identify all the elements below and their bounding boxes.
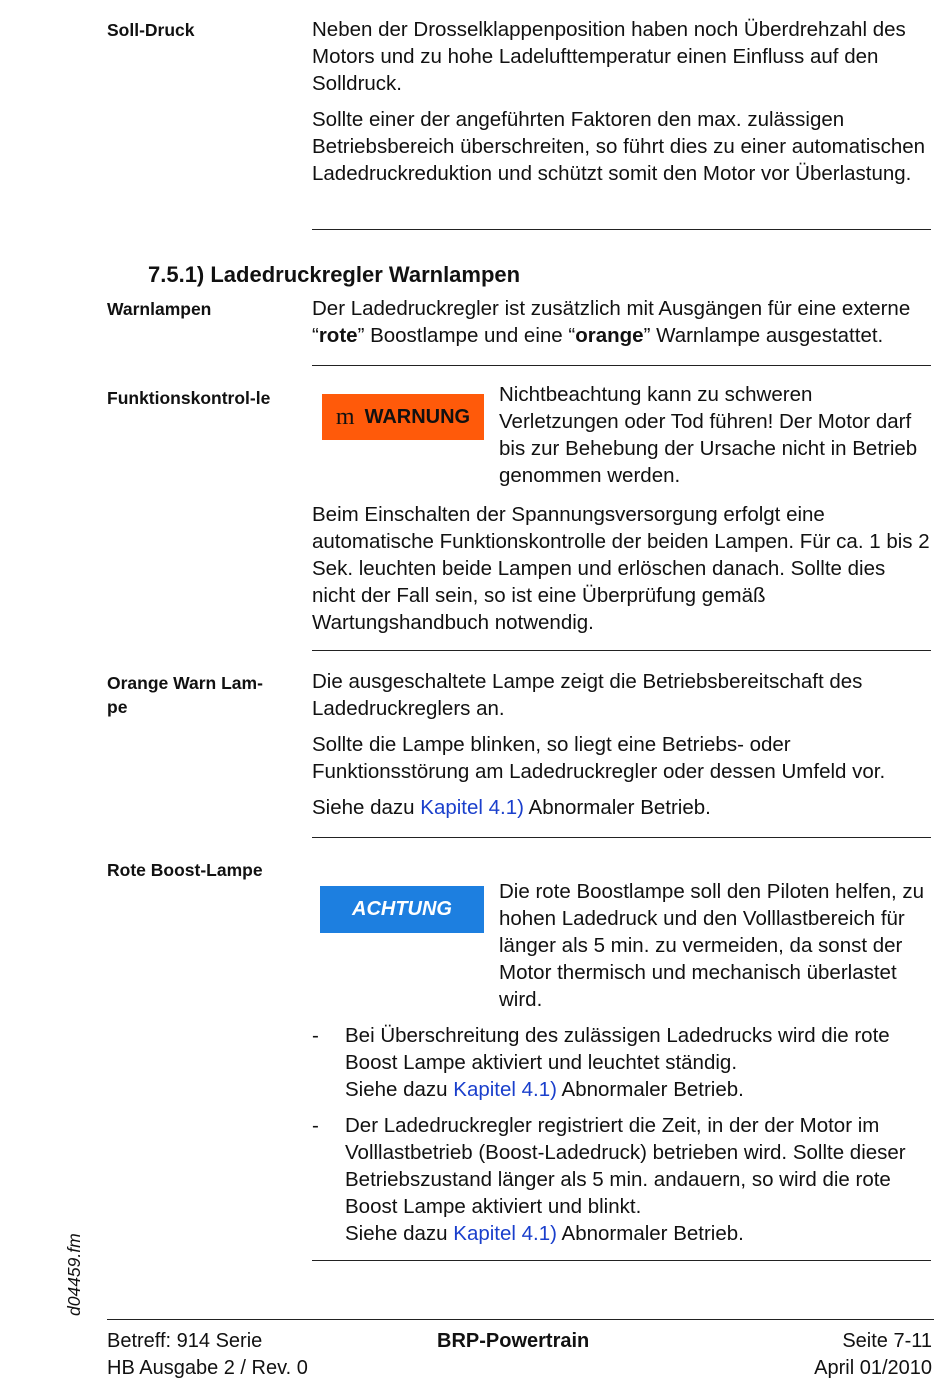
section-label-funktionskontrolle [107,386,282,410]
rote-boost-lampe-list [312,1022,934,1256]
dash-bullet: - [312,1024,319,1047]
dash-bullet: - [312,1114,319,1137]
footer-right [814,1328,932,1382]
label-text: Orange Warn Lam-pe [107,673,263,717]
footer-left [107,1328,308,1382]
text-span: ” Warnlampe ausgestattet. [643,324,884,347]
footer-edition: HB Ausgabe 2 / Rev. 0 [107,1357,308,1379]
footer-company: BRP-Powertrain [437,1330,590,1352]
caution-text: Die rote Boostlampe soll den Piloten helfen, zu hohen Ladedruck und den Volllastbereich für länger als 5 min. zu vermeiden, da sonst der Motor thermisch und mechanisch überlastet wird. [499,880,925,1011]
warnlampen-body [312,295,934,358]
section-label-rote-boost-lampe: Rote Boost-Lampe [107,860,263,880]
warning-label: WARNUNG [364,405,471,428]
section-label-orange-warn-lampe [107,671,282,719]
chapter-link[interactable]: Kapitel 4.1) [420,796,524,819]
funktionskontrolle-body [312,501,934,645]
paragraph: Sollte die Lampe blinken, so liegt eine Betriebs- oder Funktionsstörung am Ladedruckregler oder dessen Umfeld vor. [312,733,886,783]
warning-icon: m [335,403,355,430]
caution-label: ACHTUNG [352,898,452,920]
soll-druck-body [312,16,934,196]
divider [312,229,931,230]
item-text: Der Ladedruckregler registriert die Zeit, in der der Motor im Volllastbetrieb (Boost-Ladedruck) betrieben wird. Sollte dieser Betriebszustand länger als 5 min. andauern, so wird die rote Boost Lampe aktiviert und blinkt. [345,1114,906,1218]
list-item [312,1112,934,1247]
text-span: Siehe dazu [312,796,421,819]
section-label-soll-druck: Soll-Druck [107,20,195,40]
paragraph: Neben der Drosselklappenposition haben noch Überdrehzahl des Motors und zu hohe Ladelufttemperatur einen Einfluss auf den Solldruck. [312,18,906,95]
file-name-label: d04459.fm [64,1233,84,1316]
text-span: Abnormaler Betrieb. [556,1078,744,1101]
divider [312,1260,931,1261]
divider [312,365,931,366]
label-text: Funktionskontrol-le [107,388,271,408]
text-span: Abnormaler Betrieb. [556,1222,744,1245]
divider [312,837,931,838]
caution-badge [320,886,484,933]
bold-orange: orange [575,324,644,347]
chapter-link[interactable]: Kapitel 4.1) [453,1078,557,1101]
warning-badge [322,394,484,440]
paragraph [312,295,934,349]
footer-date: April 01/2010 [814,1357,932,1379]
text-span: Abnormaler Betrieb. [523,796,711,819]
text-span: Der Ladedruckregler ist zusätzlich mit Ausgängen für eine externe “ [312,297,911,347]
paragraph: Beim Einschalten der Spannungsversorgung erfolgt eine automatische Funktionskontrolle der beiden Lampen. Für ca. 1 bis 2 Sek. leuchten beide Lampen und erlöschen danach. Sollte dies nicht der Fall sein, so ist eine Überprüfung gemäß Wartungshandbuch notwendig. [312,503,930,634]
paragraph: Sollte einer der angeführten Faktoren den max. zulässigen Betriebsbereich überschreiten, so führt dies zu einer automatischen Ladedruckreduktion und schützt somit den Motor vor Überlastung. [312,108,926,185]
divider [312,650,931,651]
text-span: Siehe dazu [345,1078,454,1101]
orange-warn-lampe-body [312,668,934,830]
reference [312,794,934,821]
text-span: ” Boostlampe und eine “ [357,324,576,347]
text-span: Siehe dazu [345,1222,454,1245]
bold-rote: rote [318,324,358,347]
section-heading: 7.5.1) Ladedruckregler Warnlampen [148,262,521,287]
item-text: Bei Überschreitung des zulässigen Ladedrucks wird die rote Boost Lampe aktiviert und leuchtet ständig. [345,1024,890,1074]
warning-text: Nichtbeachtung kann zu schweren Verletzungen oder Tod führen! Der Motor darf bis zur Behebung der Ursache nicht in Betrieb genommen werden. [499,383,918,487]
footer-subject: Betreff: 914 Serie [107,1330,263,1352]
list-item [312,1022,934,1103]
chapter-link[interactable]: Kapitel 4.1) [453,1222,557,1245]
paragraph: Die ausgeschaltete Lampe zeigt die Betriebsbereitschaft des Ladedruckreglers an. [312,670,863,720]
section-label-warnlampen: Warnlampen [107,299,212,319]
footer-divider [107,1319,934,1320]
footer-page-number: Seite 7-11 [842,1330,932,1352]
